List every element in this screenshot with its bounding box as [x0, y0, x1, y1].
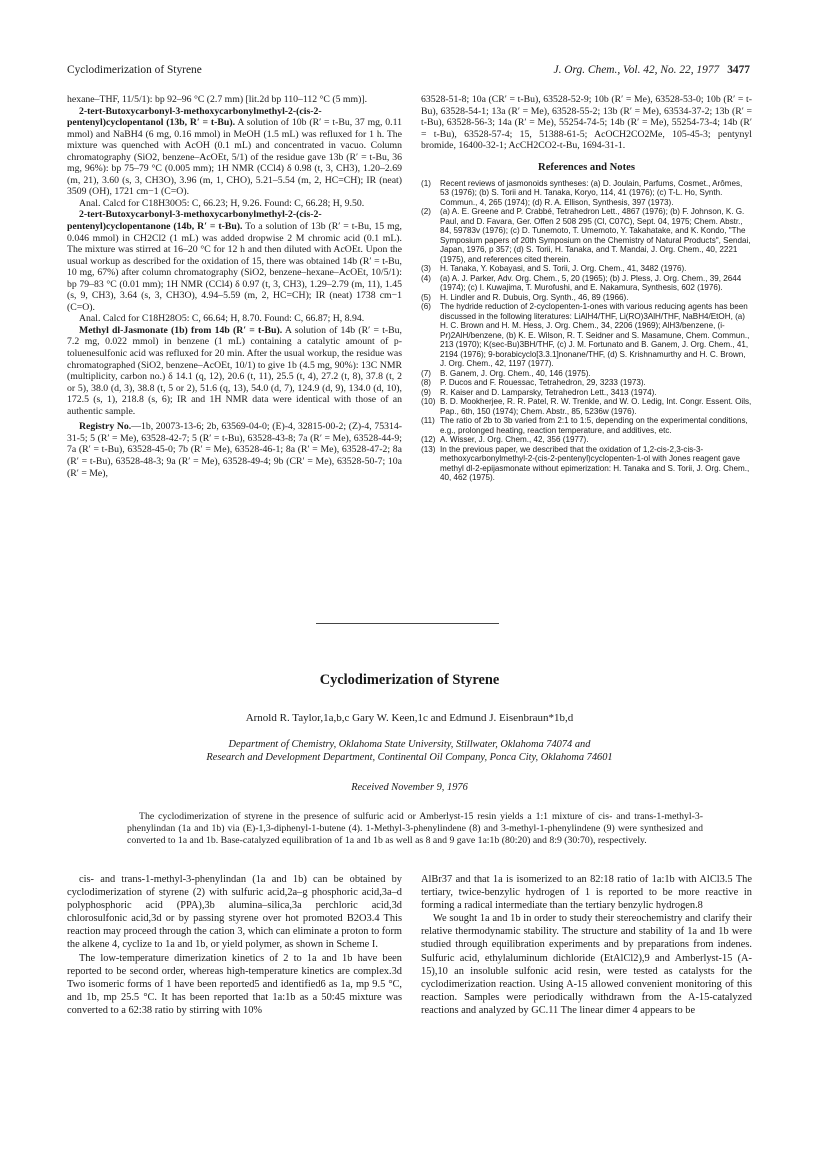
received-date: Received November 9, 1976 — [351, 782, 468, 793]
reference-item — [421, 369, 752, 379]
reference-item — [421, 207, 752, 264]
paragraph-registry-cont: 63528-51-8; 10a (CR′ = t-Bu), 63528-52-9; 10b (R′ = Me), 63528-53-0; 10b (R′ = t-Bu), 63528-54-1; 13a (R′ = Me), 63528-55-2; 13b (R′ = Me), 63534-37-2; 13b (R′ = t-Bu), 63528-56-3; 14a (R′ = Me), 55254-74-5; 14b (R′ = Me), 55254-73-4; 14b (R′ = t-Bu), 63528-57-4; 15, 51388-61-5; AcOCH2CO2Me, 105-45-3; pentynyl bromide, 16400-32-1; AcCH2CO2-t-Bu, 1694-31-1. — [421, 94, 752, 152]
reference-text: R. Kaiser and D. Lamparsky, Tetrahedron Lett., 3413 (1974). — [440, 387, 657, 397]
reference-number: (4) — [421, 273, 431, 283]
affiliation — [67, 738, 752, 764]
reference-text: H. Tanaka, Y. Kobayasi, and S. Torii, J. Org. Chem., 41, 3482 (1976). — [440, 264, 687, 274]
reference-number: (12) — [421, 435, 436, 445]
reference-item — [421, 264, 752, 274]
affiliation-line-1: Department of Chemistry, Oklahoma State University, Stillwater, Oklahoma 74074 and — [228, 739, 591, 750]
reference-text: The hydride reduction of 2-cyclopenten-1-ones with various reducing agents has been discussed in the following literatures: LiAlH4/THF, Li(RO)3AlH/THF, NaBH4/EtOH, (a) H. C. Brown and H. M. Hess, J. Org. Chem., 34, 2206 (1969); AlH3/benzene, (i-Pr)2AlH/benzene, (b) K. E. Wilson, R. T. Seidner and S. Masamune, Chem. Commun., 213 (1970); K(sec-Bu)3BH/THF, (c) J. M. Fortunato and B. Ganem, J. Org. Chem., 41, 2194 (1976); 9-borabicyclo[3.3.1]nonane/THF, (d) S. Krishnamurthy and H. C. Brown, J. Org. Chem., 42, 1197 (1977). — [440, 302, 750, 369]
reference-text: B. Ganem, J. Org. Chem., 40, 146 (1975). — [440, 368, 591, 378]
reference-number: (13) — [421, 444, 436, 454]
running-head-citation — [554, 64, 750, 76]
paragraph-jasmonate — [67, 325, 402, 417]
body-left-column — [67, 873, 402, 1017]
body-paragraph-3: AlBr37 and that 1a is isomerized to an 82:18 ratio of 1a:1b with AlCl3.5 The tertiary, twice-benzylic hydrogen of 1 is reported to be more reactive in forming a radical intermediate than the tertiary benzylic hydrogen.8 — [421, 874, 752, 912]
references-heading: References and Notes — [538, 161, 635, 173]
reference-text: (a) A. E. Greene and P. Crabbé, Tetrahedron Lett., 4867 (1976); (b) F. Johnson, K. G. Paul, and D. Favara, Ger. Offen 2 508 295 (Cl, C07C), Sept. 04, 1975; Chem. Abstr., 84, 59783v (1976); (c) D. Tunemoto, T. Umemoto, Y. Takahatake, and K. Kondo, "The Symposium papers of 20th Symposium on the Chemistry of Natural Products", Sendai, Japan, 1976, p 357; (d) S. Torii, H. Tanaka, and T. Mandai, J. Org. Chem., 40, 2221 (1975), and references cited therein. — [440, 207, 751, 264]
reference-number: (11) — [421, 416, 435, 426]
paragraph-14b-anal: Anal. Calcd for C18H28O5: C, 66.64; H, 8.70. Found: C, 66.87; H, 8.94. — [79, 313, 365, 325]
paragraph-13b-prep — [67, 106, 402, 198]
paragraph-registry — [67, 421, 402, 479]
body-paragraph-4: We sought 1a and 1b in order to study their stereochemistry and clarify their relative thermodynamic stability. The structure and stability of 1a and 1b were studied through equilibration experiments and by preparations from indenes. Sulfuric acid, ethylaluminum dichloride (EtAlCl2),9 and Amberlyst-15 (A-15),10 an insoluble sulfonic acid resin, were tested as catalysts for the cyclodimerization reaction. Using A-15 allowed convenient monitoring of this reaction. Samples were periodically withdrawn from the A-15-catalyzed reactions and analyzed by GC.11 The linear dimer 4 appears to be — [421, 913, 752, 1016]
reference-text: The ratio of 2b to 3b varied from 2:1 to 1:5, depending on the experimental conditions, e.g., prolonged heating, reaction temperature, and additives, etc. — [440, 416, 748, 435]
article-title: Cyclodimerization of Styrene — [319, 672, 500, 688]
heading-14b: 2-tert-Butoxycarbonyl-3-methoxycarbonylmethyl-2-(cis-2-pentenyl)cyclopentanone (14b, R′ = t-Bu). — [67, 209, 322, 233]
text-13b: A solution of 10b (R′ = t-Bu, 37 mg, 0.11 mmol) and NaBH4 (6 mg, 0.16 mmol) in MeOH (1.5 mL) was refluxed for 1 h. The mixture was quenched with AcOH (0.1 mL) and concentrated in vacuo. Column chromatography (SiO2, benzene–AcOEt, 5/1) of the residue gave 13b (R′ = t-Bu, 36 mg, 96%): bp 75–79 °C (0.005 mm); 1H NMR (CCl4) δ 0.98 (t, 3, CH3), 1.20–2.69 (m, 21), 3.60 (s, 3, CH3O), 3.96 (m, 1, CHO), 5.21–5.54 (m, 2, HC=CH); IR (neat) 3509 (OH), 1721 cm−1 (C=O). — [67, 117, 402, 198]
heading-jasmonate: Methyl dl-Jasmonate (1b) from 14b (R′ = t-Bu). — [79, 324, 283, 336]
reference-number: (9) — [421, 387, 431, 397]
reference-number: (3) — [421, 264, 431, 274]
reference-item — [421, 378, 752, 388]
reference-item — [421, 274, 752, 293]
reference-item — [421, 416, 752, 435]
reference-text: H. Lindler and R. Dubuis, Org. Synth., 46, 89 (1966). — [440, 292, 629, 302]
references-list — [421, 179, 752, 483]
text-registry: —1b, 20073-13-6; 2b, 63569-04-0; (E)-4, 32815-00-2; (Z)-4, 75314-31-5; 5 (R′ = Me), 63528-42-7; 5 (R′ = t-Bu), 63528-43-8; 7a (R′ = Me), 63528-44-9; 7a (R′ = t-Bu), 63528-45-0; 7b (R′ = Me), 63528-46-1; 8a (R′ = Me), 63528-47-2; 8a (R′ = t-Bu), 63528-48-3; 9a (R′ = Me), 63528-49-4; 9b (CR′ = Me), 63528-50-7; 10a (R′ = Me), — [67, 421, 402, 479]
page-number: 3477 — [727, 64, 750, 76]
body-right-column — [421, 873, 752, 1017]
reference-number: (7) — [421, 368, 431, 378]
running-head-title: Cyclodimerization of Styrene — [67, 64, 202, 76]
left-column-experimental — [67, 94, 402, 479]
text-jasmonate: A solution of 14b (R′ = t-Bu, 7.2 mg, 0.022 mmol) in benzene (1 mL) containing a catalytic amount of p-toluenesulfonic acid was refluxed for 20 min. After the usual workup, the residue was chromatographed (SiO2, benzene–AcOEt, 10/1) to give 1b (4.5 mg, 90%): 13C NMR (multiplicity, carbon no.) δ 14.1 (q, 12), 20.6 (t, 11), 25.5 (t, 4), 27.2 (t, 8), 37.8 (t, 2 or 5), 38.0 (d, 3), 38.8 (t, 5 or 2), 51.6 (q, 13), 54.0 (d, 7), 124.9 (d, 9), 134.0 (d, 10), 172.5 (s, 1), 218.8 (s, 6); IR and 1H NMR data were identical with those of an authentic sample. — [67, 324, 402, 417]
author-line: Arnold R. Taylor,1a,b,c Gary W. Keen,1c and Edmund J. Eisenbraun*1b,d — [245, 712, 574, 724]
running-head — [67, 64, 750, 80]
paragraph-13b-anal: Anal. Calcd for C18H30O5: C, 66.23; H, 9.26. Found: C, 66.28; H, 9.50. — [79, 197, 365, 209]
reference-item — [421, 302, 752, 369]
paragraph-distillation: hexane–THF, 11/5/1): bp 92–96 °C (2.7 mm) [lit.2d bp 110–112 °C (5 mm)]. — [67, 94, 368, 105]
reference-number: (1) — [421, 178, 431, 188]
reference-text: In the previous paper, we described that the oxidation of 1,2-cis-2,3-cis-3-methoxycarbonylmethyl-2-(cis-2-pentenyl)cyclopenten-1-ol with Jones reagent gave methyl dl-2-epijasmonate without epimerization: H. Tanaka and S. Torii, J. Org. Chem., 40, 462 (1975). — [440, 444, 750, 483]
reference-text: A. Wisser, J. Org. Chem., 42, 356 (1977). — [440, 435, 589, 445]
reference-item — [421, 388, 752, 398]
body-paragraph-1: cis- and trans-1-methyl-3-phenylindan (1a and 1b) can be obtained by cyclodimerization of styrene (2) with sulfuric acid,2a–g phosphoric acid,3a–d polyphosphoric acid (PPA),3b alumina–silica,3a perchloric acid,3d chlorosulfonic acid,3d or by passing styrene over hot promoted B2O3.4 This reaction may proceed through the cation 3, which can eliminate a proton to form the alkene 4, cyclize to 1a and 1b, or yield polymer, as shown in Scheme I. — [67, 874, 402, 951]
journal-citation: J. Org. Chem., Vol. 42, No. 22, 1977 — [553, 64, 720, 76]
body-paragraph-2: The low-temperature dimerization kinetics of 2 to 1a and 1b have been reported to be second order, whereas high-temperature kinetics are complex.3d Two isomeric forms of 1 have been reported5 and identified6 as 1a, mp 9.5 °C, and 1b, mp 25.5 °C. It has been reported that 1a:1b as a 50:45 mixture was converted to a 62:38 ratio by stirring with 10% — [67, 952, 402, 1016]
paragraph-14b-prep — [67, 209, 402, 313]
reference-text: P. Ducos and F. Rouessac, Tetrahedron, 29, 3233 (1973). — [440, 378, 646, 388]
reference-item — [421, 435, 752, 445]
heading-13b: 2-tert-Butoxycarbonyl-3-methoxycarbonylmethyl-2-(cis-2-pentenyl)cyclopentanol (13b, R′ = t-Bu). — [67, 105, 322, 129]
reference-number: (5) — [421, 292, 431, 302]
section-divider — [316, 623, 499, 624]
reference-number: (2) — [421, 207, 431, 217]
reference-item — [421, 179, 752, 208]
reference-item — [421, 397, 752, 416]
reference-number: (8) — [421, 378, 431, 388]
abstract: The cyclodimerization of styrene in the presence of sulfuric acid or Amberlyst-15 resin yields a 1:1 mixture of cis- and trans-1-methyl-3-phenylindan (1a and 1b) via (E)-1,3-diphenyl-1-butene (4). 1-Methyl-3-phenylindene (8) and 3-methyl-1-phenylindene (9) were synthesized and converted to 1a and 1b. Base-catalyzed equilibration of 1a and 1b as well as 8 and 9 gave 1a:1b (80:20) and 8:9 (30:70), respectively. — [127, 811, 703, 847]
text-14b: To a solution of 13b (R′ = t-Bu, 15 mg, 0.046 mmol) in CH2Cl2 (1 mL) was added dropwise 2 M chromic acid (0.1 mL). The mixture was stirred at 16–20 °C for 12 h and then diluted with AcOEt. Upon the usual workup as described for the oxidation of 15, there was obtained 14b (R′ = t-Bu, 10 mg, 67%) after column chromatography (SiO2, benzene–hexane–AcOEt, 10/5/1): bp 79–83 °C (0.01 mm); 1H NMR (CCl4) δ 0.97 (t, 3, CH3), 1.29–2.79 (m, 11), 1.45 (s, 9, CH3), 3.64 (s, 3, CH3O), 4.94–5.59 (m, 2, HC=CH); IR (neat) 1738 cm−1 (C=O). — [67, 221, 402, 313]
reference-number: (6) — [421, 302, 431, 312]
reference-text: Recent reviews of jasmonoids syntheses: (a) D. Joulain, Parfums, Cosmet., Arômes, 53 (1976); (b) S. Torii and H. Tanaka, Koryo, 114, 41 (1976); (c) T-L. Ho, Synth. Commun., 4, 265 (1974); (d) R. A. Ellison, Synthesis, 397 (1973). — [440, 178, 743, 207]
affiliation-line-2: Research and Development Department, Continental Oil Company, Ponca City, Oklahoma 74601 — [206, 752, 613, 763]
reference-text: (a) A. J. Parker, Adv. Org. Chem., 5, 20 (1965); (b) J. Pless, J. Org. Chem., 39, 2644 (1974); (c) I. Kuwajima, T. Murofushi, and E. Nakamura, Synthesis, 602 (1976). — [440, 273, 742, 293]
reference-text: B. D. Mookherjee, R. R. Patel, R. W. Trenkle, and W. O. Ledig, Int. Congr. Essent. Oils, Pap., 6th, 150 (1974); Chem. Abstr., 85, 5236w (1976). — [440, 397, 752, 416]
reference-number: (10) — [421, 397, 436, 407]
reference-item — [421, 445, 752, 483]
reference-item — [421, 293, 752, 303]
heading-registry: Registry No. — [79, 421, 132, 433]
right-column-references — [421, 94, 752, 483]
